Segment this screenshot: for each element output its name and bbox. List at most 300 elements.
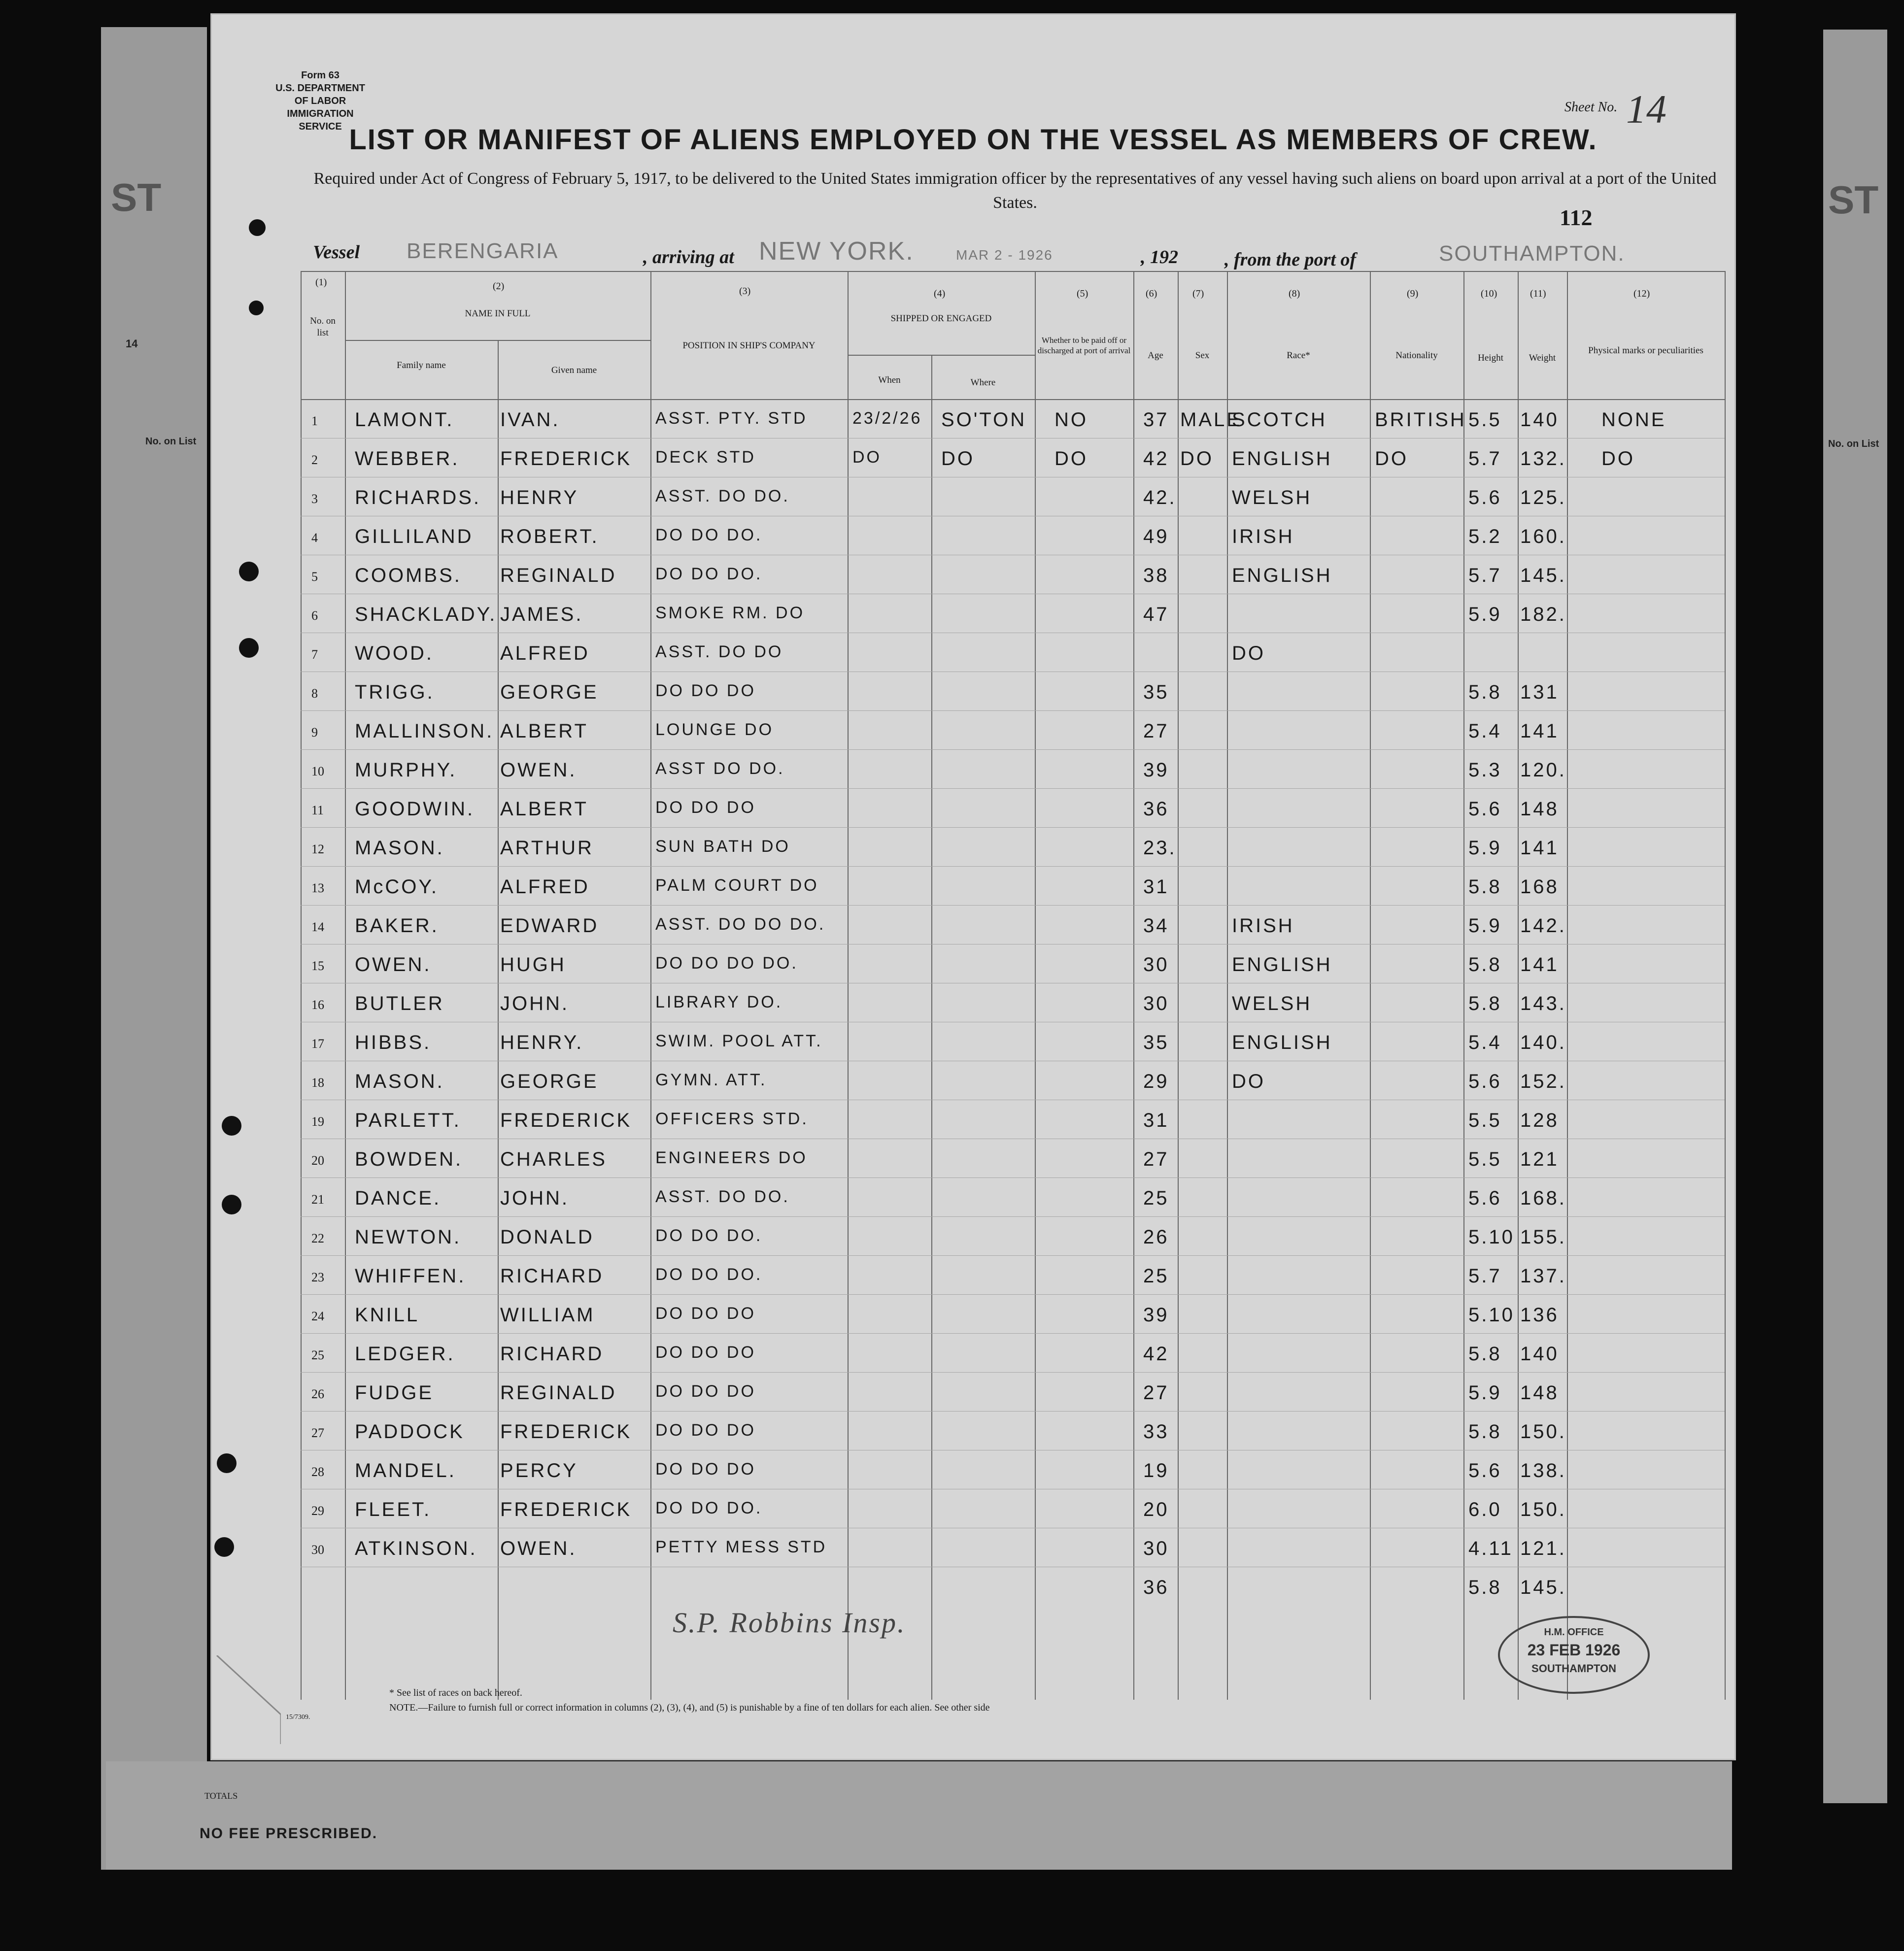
paid-off-cell: DO — [1054, 448, 1088, 470]
penalty-note: NOTE.—Failure to furnish full or correct information in columns (2), (3), (4), and (5) is punishable by a fine of ten dollars for each alien. See other side — [389, 1702, 990, 1713]
position-cell: ASST. PTY. STD — [655, 409, 808, 428]
row-number-cell: 2 — [311, 453, 318, 467]
weight-cell: 125. — [1520, 487, 1566, 508]
position-cell: SMOKE RM. DO — [655, 604, 805, 622]
underlying-header: ST — [111, 175, 162, 219]
height-cell: 5.9 — [1468, 1382, 1502, 1404]
table-row — [301, 1061, 1725, 1100]
given-name-cell: EDWARD — [500, 915, 599, 937]
table-row — [301, 710, 1725, 750]
position-cell: DO DO DO — [655, 1343, 756, 1362]
row-number-cell: 13 — [311, 881, 324, 895]
table-row — [301, 1022, 1725, 1061]
given-name-cell: FREDERICK — [500, 1421, 632, 1443]
weight-cell: 141 — [1520, 720, 1559, 742]
bottom-strip — [106, 1761, 1732, 1870]
shipped-when-cell: DO — [852, 448, 882, 467]
service: IMMIGRATION SERVICE — [287, 108, 354, 132]
col3-num: (3) — [739, 286, 751, 297]
race-cell: WELSH — [1232, 487, 1312, 508]
family-name-cell: HIBBS. — [355, 1032, 432, 1053]
col7-num: (7) — [1192, 288, 1204, 299]
given-name-cell: FREDERICK — [500, 448, 632, 470]
col11-label: Weight — [1529, 353, 1556, 363]
age-cell: 38 — [1143, 565, 1169, 586]
family-name-cell: TRIGG. — [355, 681, 435, 703]
row-number-cell: 28 — [311, 1465, 324, 1479]
height-cell: 5.8 — [1468, 1343, 1502, 1365]
given-name-cell: JOHN. — [500, 1187, 569, 1209]
age-cell: 31 — [1143, 1110, 1169, 1131]
age-cell: 37 — [1143, 409, 1169, 431]
height-cell: 5.10 — [1468, 1304, 1515, 1326]
given-name-cell: IVAN. — [500, 409, 560, 431]
table-row — [301, 438, 1725, 477]
arrival-port: NEW YORK. — [759, 237, 914, 266]
row-number-cell: 10 — [311, 764, 324, 778]
table-row-extra — [301, 1567, 1725, 1606]
age-cell: 34 — [1143, 915, 1169, 937]
table-row — [301, 672, 1725, 711]
height-cell: 5.9 — [1468, 915, 1502, 937]
col10-label: Height — [1478, 353, 1503, 363]
family-name-cell: DANCE. — [355, 1187, 442, 1209]
given-name-cell: RICHARD — [500, 1265, 604, 1287]
family-name-cell: MANDEL. — [355, 1460, 456, 1481]
col1-num: (1) — [315, 277, 327, 288]
height-cell: 5.8 — [1468, 993, 1502, 1014]
sex-cell: DO — [1180, 448, 1214, 470]
table-row — [301, 1216, 1725, 1256]
height-cell: 5.5 — [1468, 409, 1502, 431]
position-cell: SWIM. POOL ATT. — [655, 1032, 823, 1050]
age-cell: 30 — [1143, 954, 1169, 976]
row-number-cell: 21 — [311, 1192, 324, 1207]
given-name-cell: WILLIAM — [500, 1304, 595, 1326]
age-cell: 47 — [1143, 604, 1169, 625]
col2-family: Family name — [397, 360, 446, 370]
height-cell: 5.9 — [1468, 604, 1502, 625]
height-cell: 5.7 — [1468, 1265, 1502, 1287]
family-name-cell: FLEET. — [355, 1499, 432, 1520]
nationality-cell: DO — [1375, 448, 1408, 470]
col12-num: (12) — [1633, 288, 1650, 299]
weight-cell: 143. — [1520, 993, 1566, 1014]
family-name-cell: SHACKLADY. — [355, 604, 497, 625]
col8-label: Race* — [1287, 350, 1310, 361]
row-number-cell: 27 — [311, 1426, 324, 1440]
sex-cell: MALE — [1180, 409, 1242, 431]
paid-off-cell: NO — [1054, 409, 1088, 431]
age-cell: 30 — [1143, 993, 1169, 1014]
height-cell: 5.9 — [1468, 837, 1502, 859]
totals-label: TOTALS — [204, 1791, 238, 1801]
height-cell: 5.7 — [1468, 448, 1502, 470]
height-cell: 5.3 — [1468, 759, 1502, 781]
position-cell: DO DO DO. — [655, 526, 763, 544]
position-cell: OFFICERS STD. — [655, 1110, 809, 1128]
row-number-cell: 14 — [311, 920, 324, 934]
age-cell: 39 — [1143, 759, 1169, 781]
position-cell: DO DO DO — [655, 1460, 756, 1479]
age-cell: 49 — [1143, 526, 1169, 547]
family-name-cell: BUTLER — [355, 993, 444, 1014]
weight-cell: 120. — [1520, 759, 1566, 781]
given-name-cell: ARTHUR — [500, 837, 594, 859]
age-cell: 42 — [1143, 1343, 1169, 1365]
weight-cell: 131 — [1520, 681, 1559, 703]
table-row — [301, 399, 1725, 438]
underlying-sheet-left — [101, 27, 207, 1870]
table-row — [301, 866, 1725, 906]
table-row — [301, 594, 1725, 633]
given-name-cell: HUGH — [500, 954, 566, 976]
position-cell: DO DO DO. — [655, 1226, 763, 1245]
table-row — [301, 788, 1725, 828]
family-name-cell: LAMONT. — [355, 409, 454, 431]
row-number-cell: 24 — [311, 1309, 324, 1323]
row-number-cell: 25 — [311, 1348, 324, 1362]
row-number-cell: 17 — [311, 1037, 324, 1051]
physical-marks-cell: NONE — [1601, 409, 1666, 431]
weight-cell: 140. — [1520, 1032, 1566, 1053]
height-cell: 5.10 — [1468, 1226, 1515, 1248]
height-cell: 5.8 — [1468, 1421, 1502, 1443]
department: U.S. DEPARTMENT OF LABOR — [275, 83, 365, 106]
weight-cell: 152. — [1520, 1071, 1566, 1092]
table-row — [301, 1255, 1725, 1295]
position-cell: SUN BATH DO — [655, 837, 790, 856]
underlying-col-label: No. on List — [1828, 438, 1879, 449]
family-name-cell: WHIFFEN. — [355, 1265, 466, 1287]
family-name-cell: McCOY. — [355, 876, 439, 898]
col9-num: (9) — [1407, 288, 1419, 299]
col4-num: (4) — [934, 288, 946, 299]
family-name-cell: BOWDEN. — [355, 1148, 463, 1170]
weight-cell: 155. — [1520, 1226, 1566, 1248]
weight-cell: 148 — [1520, 798, 1559, 820]
form-number: Form 63 — [301, 70, 340, 81]
col9-label: Nationality — [1395, 350, 1438, 361]
row-number-cell: 22 — [311, 1231, 324, 1245]
shipped-where-cell: SO'TON — [941, 409, 1027, 431]
col11-num: (11) — [1530, 288, 1546, 299]
row-number-cell: 7 — [311, 647, 318, 662]
weight-cell: 141 — [1520, 837, 1559, 859]
family-name-cell: MASON. — [355, 837, 444, 859]
row-number-cell: 11 — [311, 803, 324, 817]
fee-label: NO FEE PRESCRIBED. — [200, 1825, 378, 1842]
table-row — [301, 1372, 1725, 1412]
weight-cell: 132. — [1520, 448, 1566, 470]
weight-cell: 160. — [1520, 526, 1566, 547]
age-cell: 35 — [1143, 681, 1169, 703]
age-cell: 27 — [1143, 1382, 1169, 1404]
family-name-cell: WOOD. — [355, 642, 434, 664]
physical-marks-cell: DO — [1601, 448, 1635, 470]
height-cell: 4.11 — [1468, 1538, 1513, 1559]
position-cell: PETTY MESS STD — [655, 1538, 827, 1556]
from-port: SOUTHAMPTON. — [1439, 241, 1625, 266]
position-cell: DO DO DO — [655, 798, 756, 817]
row-number-cell: 29 — [311, 1504, 324, 1518]
requirement-text: Required under Act of Congress of February 5, 1917, to be delivered to the United States immigration officer by the representatives of any vessel having such aliens on board upon arrival at a port of the United States. — [313, 169, 1717, 212]
position-cell: ENGINEERS DO — [655, 1148, 808, 1167]
weight-cell: 138. — [1520, 1460, 1566, 1481]
shipped-when-cell: 23/2/26 — [852, 409, 922, 428]
given-name-cell: ALBERT — [500, 798, 588, 820]
weight-cell: 141 — [1520, 954, 1559, 976]
table-row — [301, 905, 1725, 944]
col5-num: (5) — [1077, 288, 1088, 299]
race-cell: DO — [1232, 1071, 1265, 1092]
given-name-cell: ALBERT — [500, 720, 588, 742]
year-label: , 192 — [1141, 247, 1178, 268]
position-cell: ASST. DO DO. — [655, 487, 790, 505]
table-row — [301, 1100, 1725, 1139]
family-name-cell: LEDGER. — [355, 1343, 455, 1365]
sheet-count: 112 — [1560, 205, 1593, 230]
height-cell: 5.8 — [1468, 876, 1502, 898]
given-name-cell: OWEN. — [500, 759, 577, 781]
corner-fold — [212, 1655, 281, 1744]
given-name-cell: GEORGE — [500, 681, 599, 703]
extra-age: 36 — [1143, 1577, 1169, 1598]
table-row — [301, 944, 1725, 983]
table-row — [301, 749, 1725, 789]
punch-hole — [239, 638, 259, 658]
height-cell: 5.6 — [1468, 487, 1502, 508]
position-cell: LOUNGE DO — [655, 720, 774, 739]
age-cell: 29 — [1143, 1071, 1169, 1092]
weight-cell: 142. — [1520, 915, 1566, 937]
given-name-cell: REGINALD — [500, 565, 617, 586]
family-name-cell: RICHARDS. — [355, 487, 481, 508]
family-name-cell: MALLINSON. — [355, 720, 494, 742]
age-cell: 42. — [1143, 487, 1177, 508]
page-title: LIST OR MANIFEST OF ALIENS EMPLOYED ON THE VESSEL AS MEMBERS OF CREW. — [349, 124, 1598, 156]
row-number-cell: 1 — [311, 414, 318, 428]
table-row — [301, 827, 1725, 867]
given-name-cell: JAMES. — [500, 604, 583, 625]
height-cell: 5.4 — [1468, 1032, 1502, 1053]
position-cell: DO DO DO — [655, 1304, 756, 1323]
table-row — [301, 1139, 1725, 1178]
given-name-cell: FREDERICK — [500, 1499, 632, 1520]
weight-cell: 145. — [1520, 565, 1566, 586]
inspector-signature: S.P. Robbins Insp. — [673, 1607, 906, 1639]
col6-num: (6) — [1146, 288, 1157, 299]
col5-label: Whether to be paid off or discharged at port of arrival — [1037, 336, 1131, 356]
row-number-cell: 5 — [311, 570, 318, 584]
table-row — [301, 1294, 1725, 1334]
age-cell: 23. — [1143, 837, 1177, 859]
row-number-cell: 9 — [311, 725, 318, 740]
weight-cell: 128 — [1520, 1110, 1559, 1131]
age-cell: 36 — [1143, 798, 1169, 820]
position-cell: ASST DO DO. — [655, 759, 785, 778]
position-cell: PALM COURT DO — [655, 876, 819, 895]
given-name-cell: GEORGE — [500, 1071, 599, 1092]
position-cell: DECK STD — [655, 448, 756, 467]
position-cell: GYMN. ATT. — [655, 1071, 767, 1089]
age-cell: 27 — [1143, 1148, 1169, 1170]
height-cell: 5.6 — [1468, 1071, 1502, 1092]
height-cell: 5.5 — [1468, 1148, 1502, 1170]
height-cell: 5.5 — [1468, 1110, 1502, 1131]
row-number-cell: 15 — [311, 959, 324, 973]
age-cell: 33 — [1143, 1421, 1169, 1443]
table-row — [301, 1177, 1725, 1217]
weight-cell: 136 — [1520, 1304, 1559, 1326]
position-cell: DO DO DO DO. — [655, 954, 798, 973]
row-number-cell: 20 — [311, 1153, 324, 1168]
given-name-cell: DONALD — [500, 1226, 594, 1248]
col3-label: POSITION IN SHIP'S COMPANY — [682, 340, 816, 351]
given-name-cell: HENRY. — [500, 1032, 584, 1053]
given-name-cell: FREDERICK — [500, 1110, 632, 1131]
position-cell: DO DO DO. — [655, 1265, 763, 1284]
given-name-cell: JOHN. — [500, 993, 569, 1014]
col2-given: Given name — [551, 365, 597, 375]
arriving-label: , arriving at — [643, 247, 734, 268]
given-name-cell: ALFRED — [500, 642, 590, 664]
underlying-sheet-right — [1823, 30, 1887, 1803]
extra-weight: 145. — [1520, 1577, 1566, 1598]
race-cell: WELSH — [1232, 993, 1312, 1014]
family-name-cell: GOODWIN. — [355, 798, 475, 820]
sheet-no: 14 — [1626, 87, 1666, 132]
table-row — [301, 1489, 1725, 1528]
vessel-label: Vessel — [313, 242, 360, 263]
height-cell: 5.8 — [1468, 954, 1502, 976]
row-number-cell: 3 — [311, 492, 318, 506]
row-number-cell: 26 — [311, 1387, 324, 1401]
manifest-sheet — [212, 15, 1734, 1759]
stamp-date: 23 FEB 1926 — [1527, 1641, 1621, 1659]
height-cell: 5.2 — [1468, 526, 1502, 547]
vessel-name: BERENGARIA — [407, 239, 559, 263]
age-cell: 20 — [1143, 1499, 1169, 1520]
punch-hole — [249, 219, 266, 236]
col4-label: SHIPPED OR ENGAGED — [890, 313, 992, 324]
family-name-cell: PADDOCK — [355, 1421, 465, 1443]
position-cell: ASST. DO DO. — [655, 1187, 790, 1206]
weight-cell: 150. — [1520, 1421, 1566, 1443]
weight-cell: 150. — [1520, 1499, 1566, 1520]
from-label: , from the port of — [1224, 249, 1357, 270]
given-name-cell: ALFRED — [500, 876, 590, 898]
age-cell: 25 — [1143, 1187, 1169, 1209]
race-cell: ENGLISH — [1232, 565, 1332, 586]
arrival-date: MAR 2 - 1926 — [956, 247, 1053, 263]
table-row — [301, 983, 1725, 1022]
age-cell: 19 — [1143, 1460, 1169, 1481]
given-name-cell: OWEN. — [500, 1538, 577, 1559]
table-row — [301, 1333, 1725, 1373]
family-name-cell: MURPHY. — [355, 759, 457, 781]
family-name-cell: COOMBS. — [355, 565, 462, 586]
stamp-bottom: SOUTHAMPTON — [1531, 1662, 1616, 1675]
position-cell: DO DO DO. — [655, 1499, 763, 1517]
col6-label: Age — [1148, 350, 1163, 361]
print-code: 15/7309. — [286, 1714, 310, 1721]
family-name-cell: KNILL — [355, 1304, 420, 1326]
table-row — [301, 1450, 1725, 1489]
extra-height: 5.8 — [1468, 1577, 1502, 1598]
row-number-cell: 18 — [311, 1076, 324, 1090]
given-name-cell: REGINALD — [500, 1382, 617, 1404]
underlying-sheet-number: 14 — [126, 337, 138, 350]
col7-label: Sex — [1195, 350, 1210, 361]
position-cell: DO DO DO. — [655, 565, 763, 583]
table-row — [301, 633, 1725, 672]
weight-cell: 137. — [1520, 1265, 1566, 1287]
position-cell: DO DO DO — [655, 1382, 756, 1401]
weight-cell: 140 — [1520, 409, 1559, 431]
family-name-cell: BAKER. — [355, 915, 439, 937]
weight-cell: 168 — [1520, 876, 1559, 898]
col12-label: Physical marks or peculiarities — [1588, 345, 1703, 356]
arrival-round-stamp — [1498, 1616, 1650, 1694]
col4-when: When — [878, 375, 901, 385]
race-cell: IRISH — [1232, 526, 1294, 547]
given-name-cell: RICHARD — [500, 1343, 604, 1365]
row-number-cell: 30 — [311, 1543, 324, 1557]
col2-label: NAME IN FULL — [465, 308, 531, 319]
row-number-cell: 8 — [311, 686, 318, 701]
row-number-cell: 19 — [311, 1114, 324, 1129]
position-cell: ASST. DO DO — [655, 642, 783, 661]
col8-num: (8) — [1289, 288, 1300, 299]
sheet-no-label: Sheet No. — [1564, 100, 1618, 115]
col2-num: (2) — [493, 281, 505, 292]
age-cell: 31 — [1143, 876, 1169, 898]
family-name-cell: OWEN. — [355, 954, 432, 976]
weight-cell: 140 — [1520, 1343, 1559, 1365]
weight-cell: 168. — [1520, 1187, 1566, 1209]
table-row — [301, 1528, 1725, 1567]
punch-hole — [239, 562, 259, 581]
age-cell: 30 — [1143, 1538, 1169, 1559]
nationality-cell: BRITISH — [1375, 409, 1466, 431]
position-cell: DO DO DO — [655, 1421, 756, 1440]
family-name-cell: NEWTON. — [355, 1226, 462, 1248]
punch-hole — [222, 1116, 241, 1136]
table-row — [301, 516, 1725, 555]
punch-hole — [214, 1537, 234, 1557]
height-cell: 5.8 — [1468, 681, 1502, 703]
col10-num: (10) — [1481, 288, 1497, 299]
underlying-header: ST — [1828, 178, 1879, 222]
row-number-cell: 6 — [311, 608, 318, 623]
height-cell: 5.7 — [1468, 565, 1502, 586]
vessel-line — [212, 236, 1734, 276]
row-number-cell: 23 — [311, 1270, 324, 1284]
race-cell: ENGLISH — [1232, 448, 1332, 470]
punch-hole — [222, 1195, 241, 1214]
table-row — [301, 1411, 1725, 1450]
row-number-cell: 12 — [311, 842, 324, 856]
col1-label: No. on list — [310, 316, 336, 338]
race-cell: ENGLISH — [1232, 1032, 1332, 1053]
family-name-cell: GILLILAND — [355, 526, 474, 547]
punch-hole — [249, 301, 264, 315]
given-name-cell: PERCY — [500, 1460, 578, 1481]
age-cell: 35 — [1143, 1032, 1169, 1053]
race-cell: DO — [1232, 642, 1265, 664]
given-name-cell: ROBERT. — [500, 526, 599, 547]
